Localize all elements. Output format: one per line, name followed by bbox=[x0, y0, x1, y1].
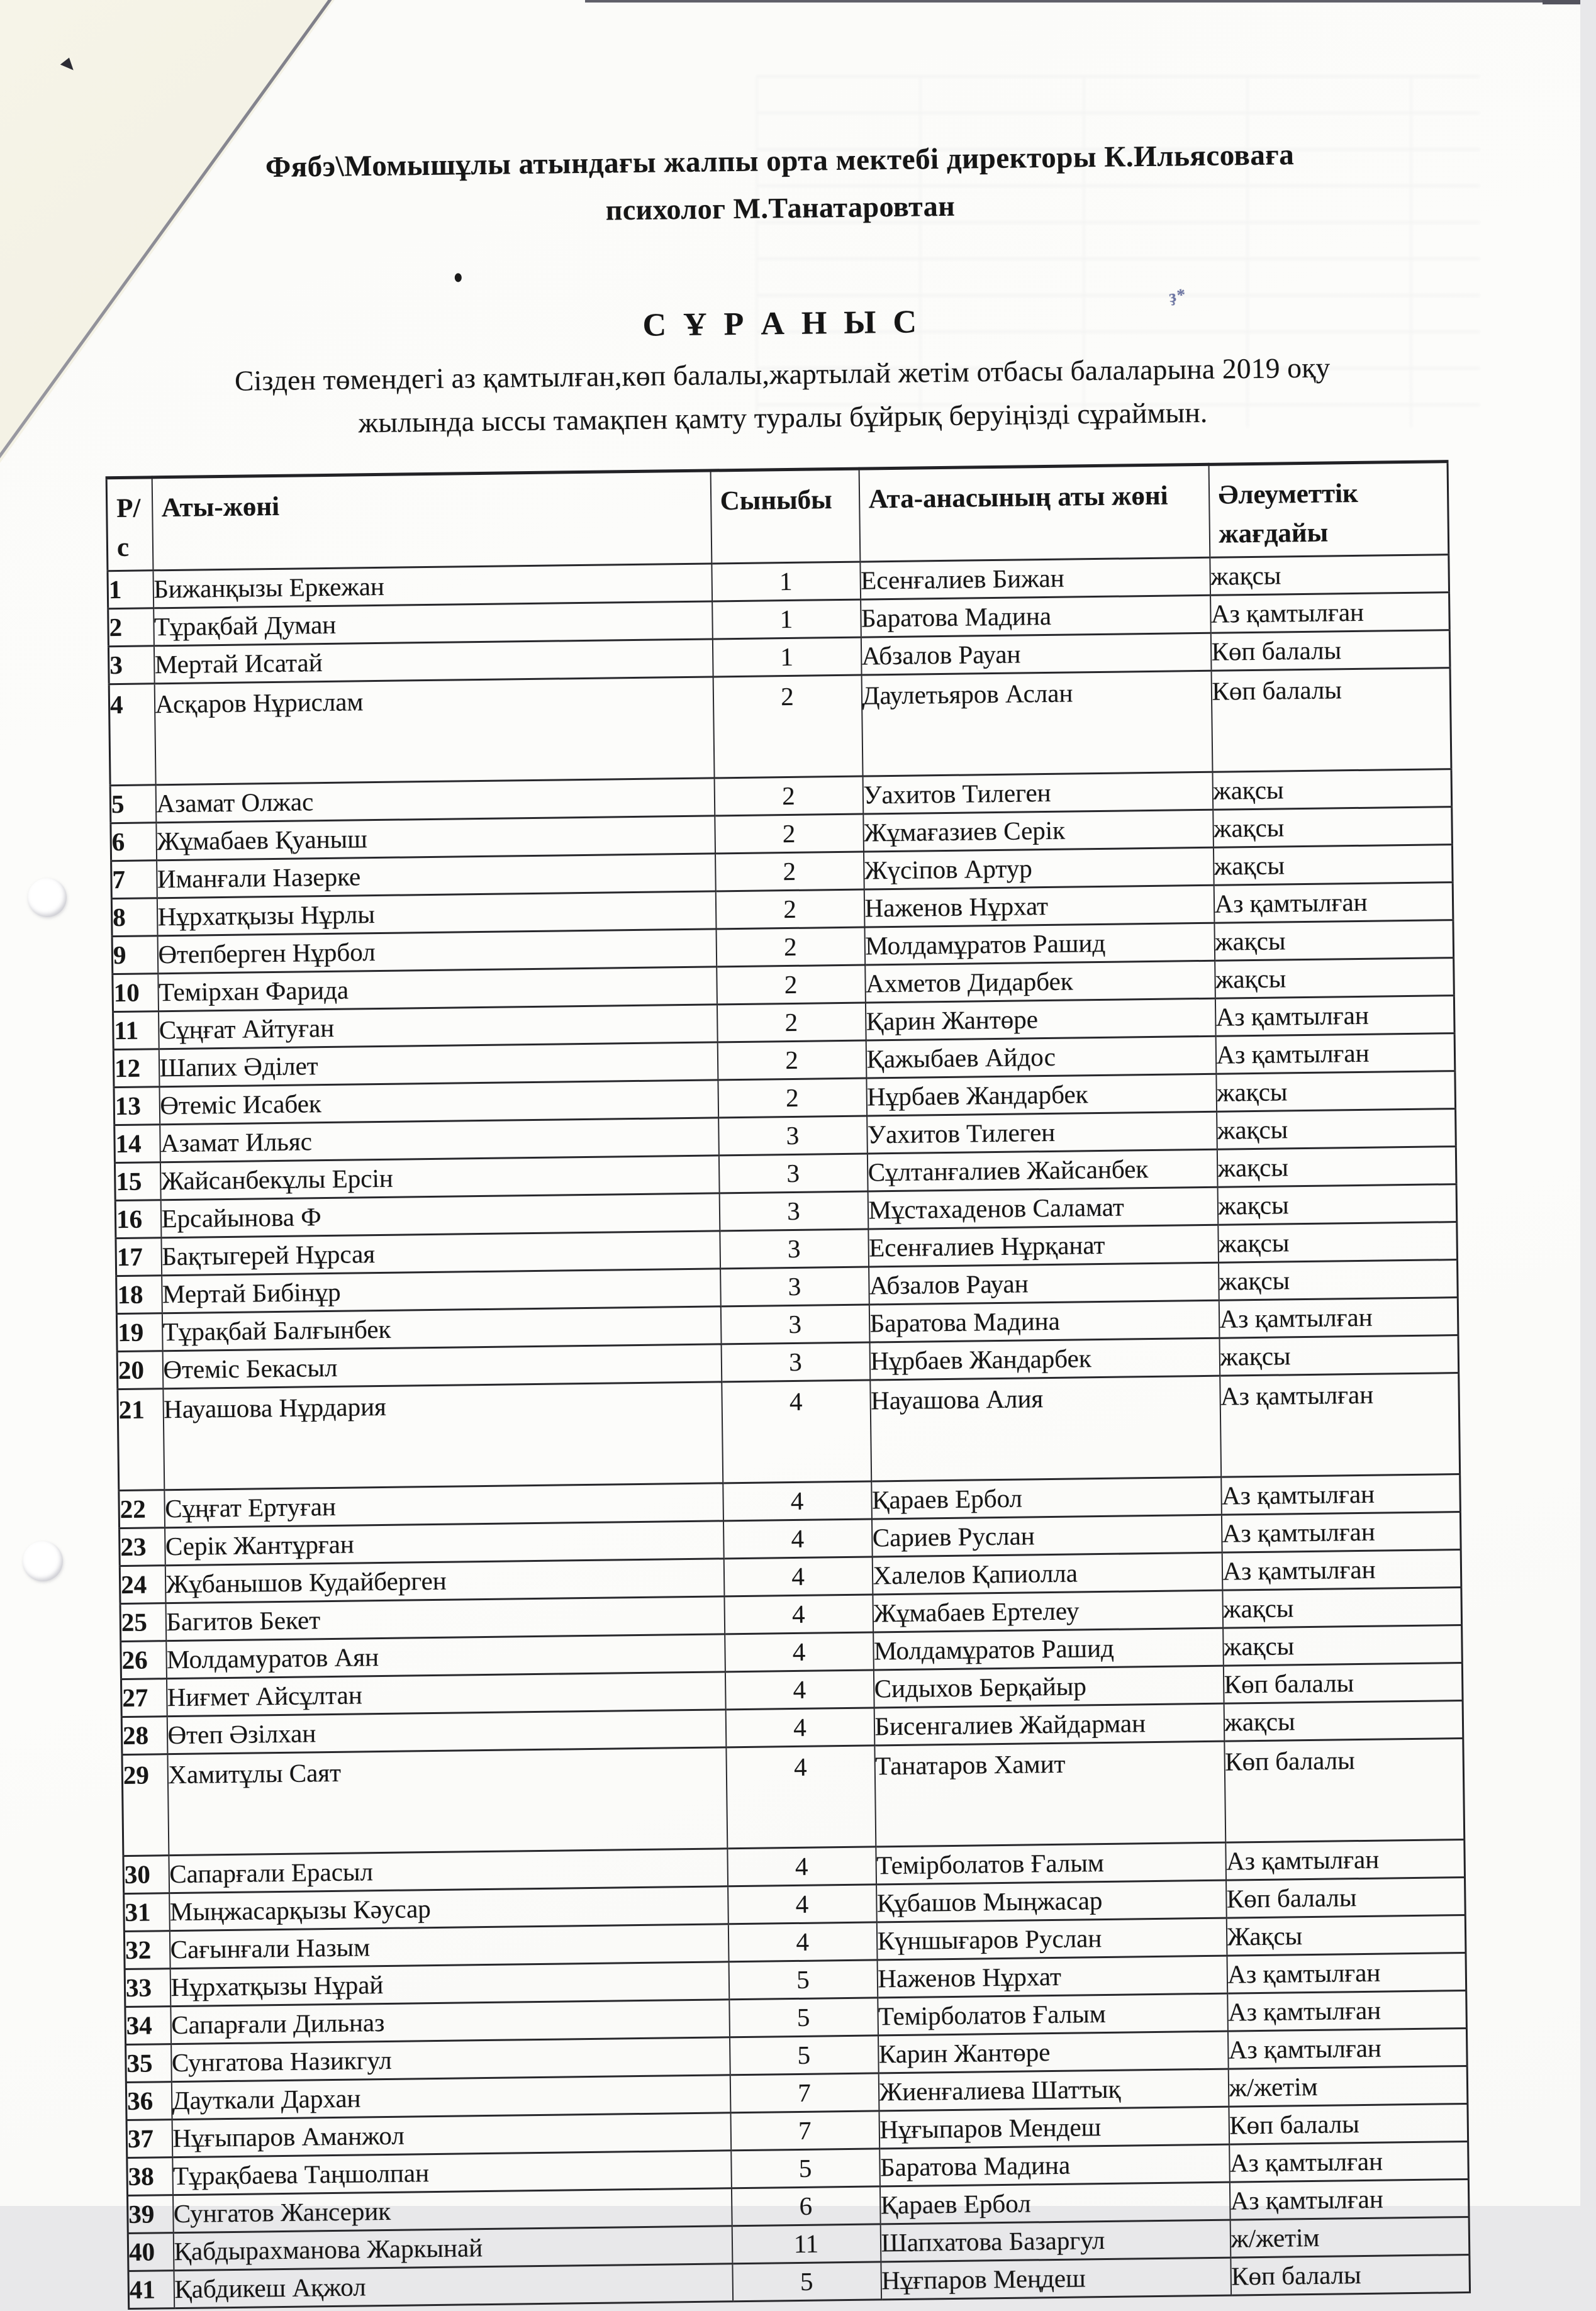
cell-status: Аз қамтылған bbox=[1221, 1474, 1461, 1515]
cell-grade: 5 bbox=[729, 1998, 878, 2037]
cell-num: 9 bbox=[112, 936, 158, 974]
cell-status: жақсы bbox=[1222, 1587, 1462, 1628]
cell-num: 10 bbox=[113, 974, 159, 1012]
cell-num: 24 bbox=[120, 1566, 165, 1604]
cell-name: Темірхан Фарида bbox=[158, 967, 717, 1011]
cell-grade: 3 bbox=[718, 1154, 868, 1193]
cell-grade: 4 bbox=[723, 1557, 873, 1596]
cell-grade: 4 bbox=[727, 1847, 876, 1886]
letterhead bbox=[0, 0, 1571, 242]
cell-name: Иманғали Назерке bbox=[157, 854, 716, 898]
request-line-2: жылында ыссы тамақпен қамту туралы бұйрық беруіңізді сұраймын. bbox=[358, 396, 1208, 439]
cell-status: жақсы bbox=[1217, 1184, 1457, 1225]
cell-name: Тұрақбай Балғынбек bbox=[162, 1306, 721, 1351]
cell-name: Жұбанышов Кудайберген bbox=[165, 1559, 724, 1603]
cell-status: Көп балалы bbox=[1229, 2103, 1468, 2144]
cell-num: 28 bbox=[121, 1717, 167, 1755]
cell-num: 18 bbox=[116, 1276, 162, 1314]
cell-name: Сапарғали Ерасыл bbox=[169, 1849, 728, 1893]
cell-num: 29 bbox=[122, 1754, 169, 1856]
cell-parent: Даулетьяров Аслан bbox=[861, 671, 1212, 776]
cell-num: 41 bbox=[128, 2271, 174, 2309]
cell-grade: 3 bbox=[721, 1342, 870, 1382]
cell-status: жақсы bbox=[1214, 920, 1454, 961]
cell-grade: 4 bbox=[724, 1595, 873, 1634]
cell-parent: Мұстахаденов Саламат bbox=[868, 1187, 1218, 1229]
cell-num: 34 bbox=[125, 2007, 171, 2045]
request-paragraph bbox=[0, 342, 1573, 448]
cell-status: жақсы bbox=[1213, 845, 1453, 886]
cell-parent: Қажыбаев Айдос bbox=[866, 1036, 1216, 1078]
cell-name: Шапих Әділет bbox=[159, 1042, 718, 1087]
header-num: Р/с bbox=[106, 477, 153, 571]
cell-parent: Күншығаров Руслан bbox=[876, 1918, 1227, 1960]
cell-name: Тұрақбаева Таңшолпан bbox=[172, 2151, 732, 2195]
cell-name: Қабдырахманова Жаркынай bbox=[173, 2226, 732, 2271]
cell-grade: 2 bbox=[715, 814, 864, 854]
cell-num: 22 bbox=[119, 1490, 165, 1529]
cell-name: Сунгатов Жансерик bbox=[173, 2188, 732, 2233]
cell-num: 12 bbox=[113, 1049, 159, 1088]
cell-num: 11 bbox=[113, 1011, 159, 1050]
cell-name: Азамат Олжас bbox=[155, 778, 715, 823]
cell-grade: 5 bbox=[732, 2262, 881, 2302]
cell-parent: Есенғалиев Бижан bbox=[860, 557, 1210, 599]
cell-grade: 4 bbox=[725, 1670, 874, 1710]
cell-status: Аз қамтылған bbox=[1229, 2179, 1469, 2220]
cell-name: Науашова Нұрдария bbox=[163, 1382, 723, 1490]
request-line-1: Сізден төмендегі аз қамтылған,көп балалы,жартылай жетім отбасы балаларына 2019 оқу bbox=[234, 351, 1331, 397]
cell-grade: 2 bbox=[717, 965, 866, 1005]
cell-status: Аз қамтылған bbox=[1222, 1549, 1461, 1590]
cell-name: Нұғыпаров Аманжол bbox=[172, 2113, 731, 2158]
cell-parent: Темірболатов Ғалым bbox=[878, 1993, 1228, 2035]
cell-status: жақсы bbox=[1215, 958, 1454, 999]
cell-grade: 7 bbox=[730, 2073, 879, 2113]
cell-status: Аз қамтылған bbox=[1227, 2028, 1467, 2069]
table-row bbox=[118, 1373, 1460, 1491]
cell-parent: Сұлтанғалиев Жайсанбек bbox=[867, 1149, 1217, 1191]
cell-status: Аз қамтылған bbox=[1227, 1990, 1467, 2031]
cell-parent: Темірболатов Ғалым bbox=[876, 1842, 1226, 1885]
cell-num: 2 bbox=[108, 608, 154, 647]
cell-parent: Абзалов Рауан bbox=[861, 633, 1211, 675]
cell-grade: 4 bbox=[726, 1746, 876, 1849]
cell-num: 4 bbox=[109, 684, 155, 786]
cell-name: Өтеміс Бекасыл bbox=[162, 1344, 722, 1389]
cell-name: Дауткали Дархан bbox=[171, 2075, 730, 2120]
cell-parent: Қараев Ербол bbox=[879, 2182, 1230, 2224]
cell-status: Аз қамтылған bbox=[1215, 996, 1454, 1037]
cell-parent: Ахметов Дидарбек bbox=[865, 961, 1215, 1003]
cell-status: Аз қамтылған bbox=[1215, 1033, 1455, 1074]
header-row bbox=[106, 462, 1449, 571]
cell-num: 20 bbox=[117, 1351, 163, 1389]
cell-status: жақсы bbox=[1223, 1625, 1463, 1666]
cell-grade: 3 bbox=[720, 1305, 869, 1344]
cell-num: 16 bbox=[115, 1200, 161, 1239]
cell-grade: 1 bbox=[712, 599, 861, 639]
cell-num: 36 bbox=[126, 2082, 172, 2120]
cell-name: Жұмабаев Қуаныш bbox=[156, 816, 715, 860]
cell-status: жақсы bbox=[1213, 807, 1453, 848]
cell-name: Өтеміс Исабек bbox=[159, 1080, 718, 1125]
table-row bbox=[109, 668, 1451, 786]
cell-status: Аз қамтылған bbox=[1229, 2141, 1469, 2182]
cell-grade: 1 bbox=[712, 637, 861, 677]
cell-status: Аз қамтылған bbox=[1214, 883, 1453, 923]
cell-name: Сағынғали Назым bbox=[169, 1924, 728, 1969]
cell-name: Серік Жантұрған bbox=[165, 1521, 724, 1566]
cell-grade: 1 bbox=[712, 562, 861, 601]
cell-name: Ниғмет Айсұлтан bbox=[166, 1672, 725, 1717]
cell-status: Көп балалы bbox=[1224, 1738, 1465, 1842]
cell-parent: Қараев Ербол bbox=[871, 1477, 1222, 1519]
cell-num: 26 bbox=[121, 1641, 167, 1679]
cell-name: Бақтыгерей Нұрсая bbox=[161, 1231, 720, 1276]
cell-name: Хамитұлы Саят bbox=[167, 1747, 727, 1856]
cell-parent: Молдамұратов Рашид bbox=[864, 923, 1215, 965]
cell-name: Нұрхатқызы Нұрай bbox=[170, 1962, 729, 2007]
cell-name: Бижанқызы Еркежан bbox=[153, 564, 712, 608]
cell-parent: Баратова Мадина bbox=[869, 1300, 1219, 1342]
cell-num: 39 bbox=[128, 2195, 174, 2234]
cell-status: жақсы bbox=[1210, 555, 1449, 596]
cell-status: жақсы bbox=[1224, 1700, 1463, 1741]
cell-name: Сунгатова Назикгул bbox=[171, 2037, 730, 2082]
cell-status: Аз қамтылған bbox=[1225, 1839, 1465, 1880]
cell-grade: 3 bbox=[720, 1267, 869, 1306]
cell-parent: Шапхатова Базаргул bbox=[880, 2220, 1230, 2262]
cell-status: Көп балалы bbox=[1226, 1877, 1466, 1918]
cell-num: 13 bbox=[114, 1087, 160, 1125]
cell-grade: 2 bbox=[717, 1003, 866, 1042]
cell-status: ж/жетім bbox=[1230, 2217, 1470, 2258]
cell-grade: 6 bbox=[731, 2186, 880, 2226]
cell-status: жақсы bbox=[1218, 1222, 1458, 1263]
cell-grade: 3 bbox=[718, 1116, 868, 1156]
cell-parent: Наженов Нұрхат bbox=[877, 1956, 1227, 1998]
cell-num: 5 bbox=[110, 785, 156, 823]
pen-mark: ҙ* bbox=[1168, 284, 1188, 306]
cell-num: 33 bbox=[125, 1969, 170, 2007]
cell-grade: 2 bbox=[716, 927, 865, 967]
cell-grade: 4 bbox=[722, 1380, 871, 1483]
cell-parent: Молдамұратов Рашид bbox=[873, 1628, 1224, 1670]
cell-num: 6 bbox=[111, 823, 157, 861]
letterhead-recipient: Фябэ\Момышұлы атындағы жалпы орта мектебі директоры К.Ильясоваға bbox=[265, 138, 1295, 184]
cell-num: 25 bbox=[120, 1603, 166, 1642]
cell-status: жақсы bbox=[1212, 769, 1452, 810]
cell-name: Мертай Бибінұр bbox=[162, 1269, 721, 1313]
cell-status: жақсы bbox=[1219, 1335, 1459, 1376]
header-parent: Ата-анасының аты жөні bbox=[859, 464, 1210, 562]
cell-num: 40 bbox=[128, 2233, 174, 2271]
cell-parent: Қарин Жантөре bbox=[865, 998, 1215, 1040]
header-name: Аты-жөні bbox=[152, 471, 712, 571]
cell-status: Аз қамтылған bbox=[1210, 593, 1450, 633]
student-table bbox=[106, 460, 1471, 2310]
cell-parent: Баратова Мадина bbox=[861, 595, 1211, 637]
cell-grade: 4 bbox=[723, 1519, 872, 1559]
cell-grade: 2 bbox=[715, 852, 864, 891]
cell-status: Аз қамтылған bbox=[1219, 1298, 1458, 1339]
cell-parent: Уахитов Тилеген bbox=[867, 1111, 1217, 1154]
student-table-body bbox=[108, 555, 1470, 2309]
cell-grade: 3 bbox=[719, 1191, 868, 1231]
cell-parent: Жұмабаев Ертелеу bbox=[873, 1590, 1223, 1632]
cell-num: 38 bbox=[127, 2158, 173, 2196]
cell-status: ж/жетім bbox=[1228, 2066, 1468, 2107]
cell-num: 14 bbox=[114, 1125, 160, 1163]
cell-num: 30 bbox=[123, 1856, 169, 1894]
cell-grade: 4 bbox=[728, 1885, 877, 1924]
cell-parent: Нұғпаров Меңдеш bbox=[881, 2258, 1231, 2300]
cell-parent: Сариев Руслан bbox=[871, 1515, 1222, 1557]
cell-num: 1 bbox=[108, 571, 153, 609]
cell-grade: 2 bbox=[718, 1078, 867, 1118]
cell-grade: 2 bbox=[713, 675, 862, 778]
cell-status: Жақсы bbox=[1226, 1915, 1466, 1956]
cell-grade: 4 bbox=[723, 1481, 872, 1521]
cell-grade: 7 bbox=[730, 2111, 879, 2151]
cell-name: Жайсанбекұлы Ерсін bbox=[160, 1156, 719, 1200]
cell-grade: 3 bbox=[720, 1229, 869, 1269]
cell-parent: Жүсіпов Артур bbox=[864, 847, 1214, 889]
cell-grade: 5 bbox=[730, 2035, 879, 2075]
cell-num: 32 bbox=[124, 1931, 170, 1969]
cell-grade: 4 bbox=[728, 1922, 877, 1962]
cell-parent: Жұмағазиев Серік bbox=[863, 810, 1214, 852]
cell-num: 35 bbox=[126, 2044, 172, 2083]
cell-parent: Карин Жантөре bbox=[878, 2031, 1228, 2073]
cell-num: 8 bbox=[111, 898, 157, 937]
cell-num: 27 bbox=[121, 1679, 167, 1717]
cell-status: жақсы bbox=[1216, 1071, 1456, 1112]
cell-grade: 4 bbox=[725, 1632, 874, 1672]
document-title: С Ұ Р А Н Ы С bbox=[642, 304, 922, 343]
cell-num: 21 bbox=[118, 1389, 164, 1491]
cell-name: Асқаров Нұрислам bbox=[154, 677, 714, 785]
cell-status: Көп балалы bbox=[1223, 1662, 1463, 1703]
cell-status: Көп балалы bbox=[1210, 630, 1450, 671]
cell-name: Өтеп Әзілхан bbox=[167, 1710, 726, 1754]
cell-name: Сұңғат Айтуған bbox=[159, 1005, 718, 1049]
cell-status: Аз қамтылған bbox=[1221, 1512, 1461, 1552]
cell-num: 37 bbox=[126, 2120, 172, 2158]
cell-status: Көп балалы bbox=[1230, 2254, 1470, 2295]
cell-name: Ерсайынова Ф bbox=[160, 1193, 720, 1238]
header-grade: Сыныбы bbox=[710, 469, 860, 564]
cell-parent: Есенғалиев Нұрқанат bbox=[868, 1225, 1219, 1267]
cell-parent: Нұрбаев Жандарбек bbox=[866, 1074, 1217, 1116]
cell-grade: 5 bbox=[731, 2149, 880, 2188]
cell-parent: Сидыхов Берқайыр bbox=[873, 1666, 1224, 1708]
cell-grade: 2 bbox=[717, 1040, 866, 1080]
cell-name: Нұрхатқызы Нұрлы bbox=[157, 891, 716, 936]
cell-name: Азамат Ильяс bbox=[160, 1118, 719, 1162]
cell-name: Сұңғат Ертуған bbox=[164, 1483, 723, 1528]
cell-num: 7 bbox=[111, 860, 157, 899]
cell-name: Қабдикеш Ақжол bbox=[174, 2264, 733, 2308]
cell-grade: 5 bbox=[728, 1960, 878, 2000]
cell-status: жақсы bbox=[1219, 1260, 1458, 1301]
cell-grade: 4 bbox=[725, 1708, 874, 1747]
letterhead-sender: психолог М.Танатаровтан bbox=[605, 189, 956, 226]
cell-parent: Науашова Алия bbox=[870, 1376, 1221, 1481]
table-row bbox=[122, 1738, 1465, 1856]
student-table-header bbox=[106, 462, 1449, 571]
cell-parent: Құбашов Мыңжасар bbox=[876, 1880, 1227, 1922]
cell-parent: Нұрбаев Жандарбек bbox=[869, 1338, 1220, 1380]
cell-grade: 2 bbox=[714, 776, 863, 816]
cell-parent: Наженов Нұрхат bbox=[864, 885, 1214, 927]
cell-num: 31 bbox=[124, 1893, 170, 1932]
cell-name: Мыңжасарқызы Кәусар bbox=[169, 1886, 728, 1931]
cell-parent: Жиенғалиева Шаттық bbox=[878, 2069, 1229, 2111]
cell-status: жақсы bbox=[1217, 1109, 1456, 1150]
cell-name: Тұрақбай Думан bbox=[153, 601, 713, 646]
cell-status: Аз қамтылған bbox=[1227, 1952, 1466, 1993]
cell-status: Аз қамтылған bbox=[1220, 1373, 1460, 1478]
cell-num: 17 bbox=[116, 1238, 162, 1276]
cell-parent: Абзалов Рауан bbox=[869, 1262, 1219, 1305]
cell-grade: 11 bbox=[732, 2224, 881, 2264]
header-status: Әлеуметтік жағдайы bbox=[1208, 462, 1449, 558]
cell-status: Көп балалы bbox=[1211, 668, 1451, 772]
cell-num: 23 bbox=[120, 1528, 165, 1566]
cell-parent: Баратова Мадина bbox=[879, 2144, 1230, 2186]
cell-name: Мертай Исатай bbox=[153, 639, 713, 684]
cell-grade: 2 bbox=[715, 889, 864, 929]
cell-parent: Нұғыпаров Мендеш bbox=[879, 2107, 1229, 2149]
cell-num: 3 bbox=[108, 646, 154, 684]
cell-name: Молдамуратов Аян bbox=[166, 1634, 725, 1679]
cell-name: Багитов Бекет bbox=[165, 1596, 725, 1641]
cell-status: жақсы bbox=[1217, 1147, 1456, 1188]
cell-parent: Танатаров Хамит bbox=[874, 1741, 1225, 1847]
stray-dot bbox=[455, 273, 462, 282]
cell-name: Өтепберген Нұрбол bbox=[157, 929, 717, 974]
cell-parent: Халелов Қапиолла bbox=[872, 1552, 1222, 1595]
cell-parent: Бисенгалиев Жайдарман bbox=[874, 1703, 1224, 1746]
cell-num: 19 bbox=[116, 1313, 162, 1352]
cell-parent: Уахитов Тилеген bbox=[862, 772, 1213, 814]
cell-num: 15 bbox=[114, 1162, 160, 1201]
cell-name: Сапарғали Дильназ bbox=[170, 2000, 730, 2044]
